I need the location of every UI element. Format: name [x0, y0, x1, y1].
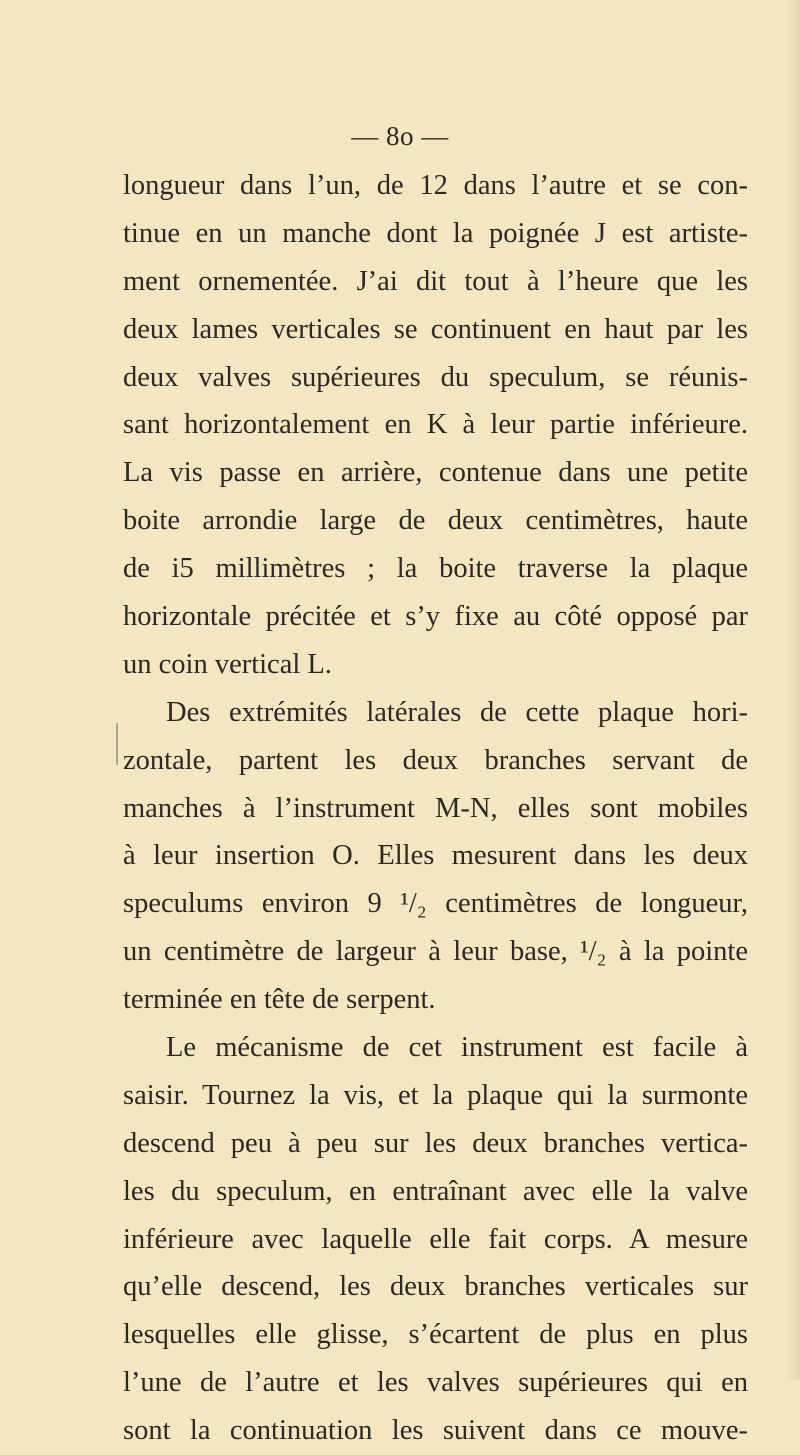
text-line: Des extrémités latérales de cette plaque hori- [166, 696, 748, 728]
text-line: speculums environ 9 ¹/₂ centimètres de longueur, [123, 888, 748, 920]
text-line: manches à l’instrument M-N, elles sont mobiles [123, 792, 748, 824]
text-line: tinue en un manche dont la poignée J est artiste- [123, 217, 748, 249]
text-line: deux valves supérieures du speculum, se réunis- [123, 361, 748, 393]
text-line: terminée en tête de serpent. [123, 984, 436, 1016]
text-line: longueur dans l’un, de 12 dans l’autre et se con- [123, 170, 748, 201]
text-line: inférieure avec laquelle elle fait corps. A mesure [123, 1223, 748, 1255]
page-edge-shadow [786, 0, 800, 1380]
text-line: lesquelles elle glisse, s’écartent de plus en plus [123, 1319, 748, 1351]
text-line: à leur insertion O. Elles mesurent dans les deux [123, 840, 748, 872]
text-line: boite arrondie large de deux centimètres, haute [123, 505, 748, 537]
text-line: deux lames verticales se continuent en haut par les [123, 313, 748, 345]
text-line: sont la continuation les suivent dans ce mouve- [123, 1415, 748, 1447]
text-line: sant horizontalement en K à leur partie inférieure. [123, 409, 748, 441]
text-line: un coin vertical L. [123, 648, 332, 680]
text-line: descend peu à peu sur les deux branches vertica- [123, 1127, 748, 1159]
text-line: de i5 millimètres ; la boite traverse la plaque [123, 553, 748, 585]
text-line: horizontale précitée et s’y fixe au côté opposé par [123, 601, 748, 633]
text-line: zontale, partent les deux branches servant de [123, 744, 748, 776]
page-number: — 8o — [351, 121, 449, 151]
body-text [123, 162, 748, 1455]
text-line: les du speculum, en entraînant avec elle la valve [123, 1175, 748, 1207]
text-line: saisir. Tournez la vis, et la plaque qui la surmonte [123, 1079, 748, 1111]
margin-mark [116, 723, 118, 765]
text-line: l’une de l’autre et les valves supérieures qui en [123, 1367, 748, 1399]
text-line: Le mécanisme de cet instrument est facile à [166, 1032, 748, 1064]
text-line: un centimètre de largeur à leur base, ¹/₂ à la pointe [123, 936, 748, 968]
text-line: qu’elle descend, les deux branches verticales sur [123, 1271, 748, 1303]
text-line: La vis passe en arrière, contenue dans une petite [123, 457, 748, 489]
text-line: ment ornementée. J’ai dit tout à l’heure que les [123, 265, 748, 297]
